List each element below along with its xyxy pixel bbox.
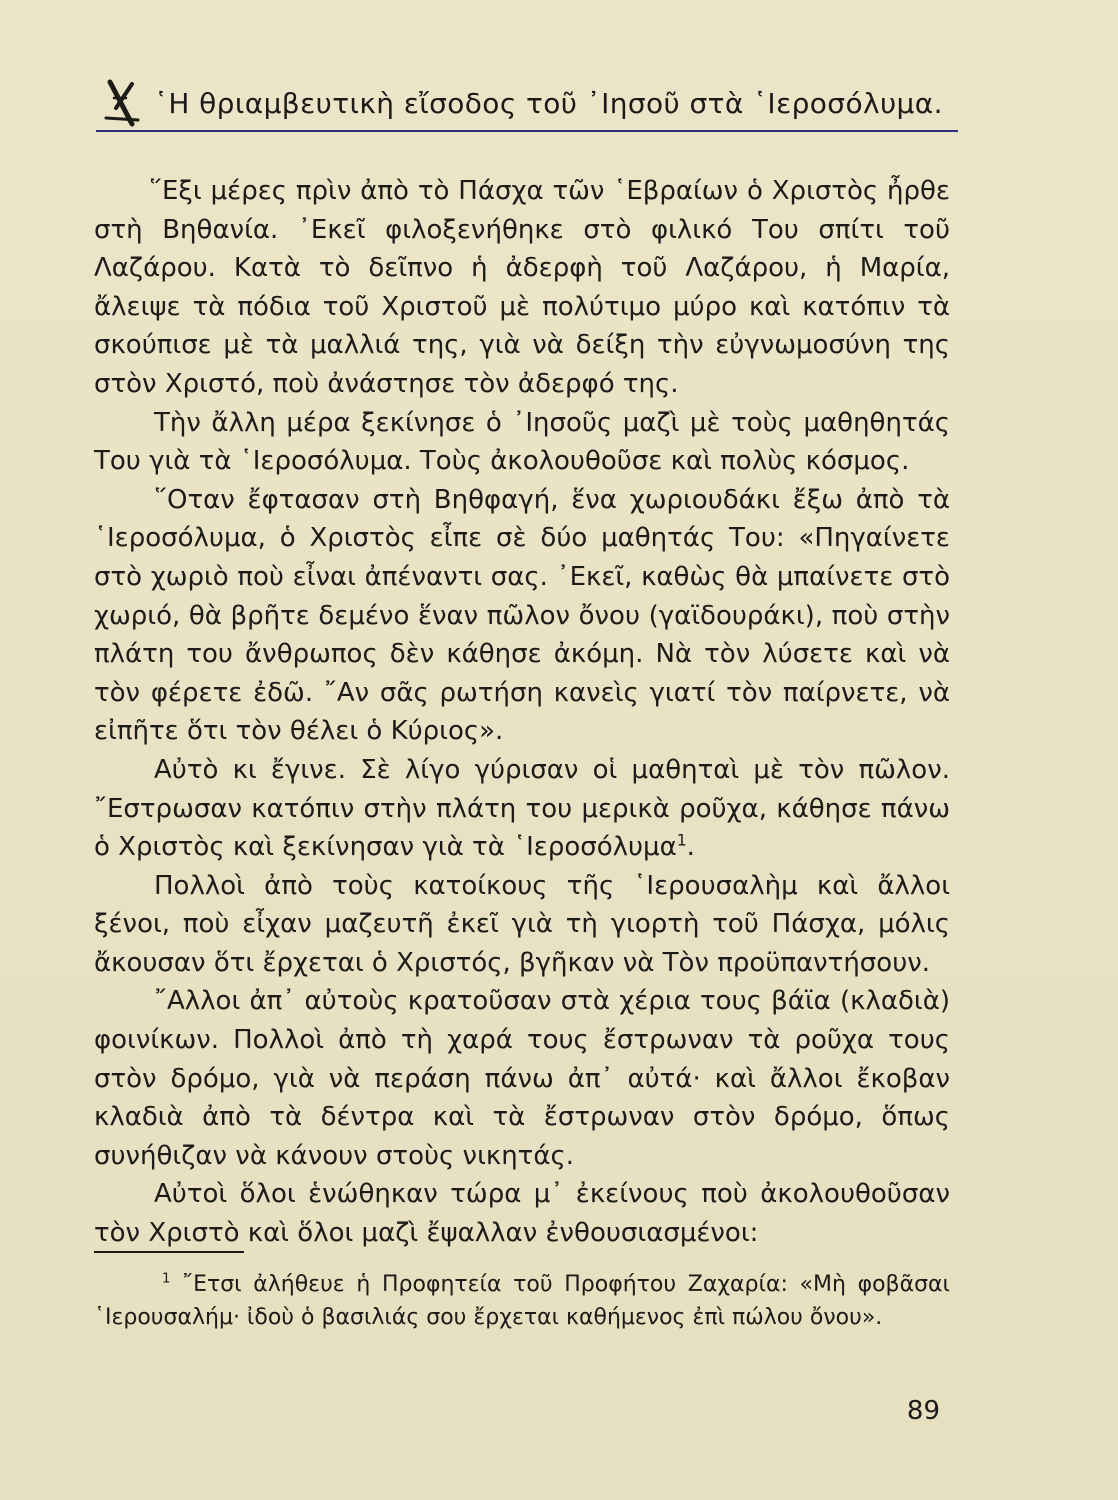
palm-branch-mark-icon (102, 78, 142, 128)
paragraph: ῎Αλλοι ἀπ᾽ αὐτοὺς κρατοῦσαν στὰ χέρια τους βάϊα (κλαδιὰ) φοινίκων. Πολλοὶ ἀπὸ τὴ χαρά τους ἔστρωναν τὰ ροῦχα τους στὸν δρόμο, γιὰ νὰ περάση πάνω ἀπ᾽ αὐτά· καὶ ἄλλοι ἔκοβαν κλαδιὰ ἀπὸ τὰ δέντρα καὶ τὰ ἔστρωναν στὸν δρόμο, ὅπως συνήθιζαν νὰ κάνουν στοὺς νικητάς. (94, 986, 950, 1171)
body-text (94, 172, 950, 1253)
chapter-header (96, 78, 958, 132)
paragraph-text: Αὐτὸ κι ἔγινε. Σὲ λίγο γύρισαν οἱ μαθηταὶ μὲ τὸν πῶλον. ῎Εστρωσαν κατόπιν στὴν πλάτη του μερικὰ ροῦχα, κάθησε πάνω ὁ Χριστὸς καὶ ξεκίνησαν γιὰ τὰ ῾Ιεροσόλυμα (94, 754, 950, 863)
paragraph: Αὐτοὶ ὅλοι ἑνώθηκαν τώρα μ᾽ ἐκείνους ποὺ ἀκολουθοῦσαν τὸν Χριστὸ καὶ ὅλοι μαζὶ ἔψαλλαν ἐνθουσιασμένοι: (94, 1179, 950, 1249)
footnote (94, 1268, 950, 1334)
footnote-reference[interactable]: 1 (676, 831, 687, 850)
paragraph: ῞Οταν ἔφτασαν στὴ Βηθφαγή, ἕνα χωριουδάκι ἔξω ἀπὸ τὰ ῾Ιεροσόλυμα, ὁ Χριστὸς εἶπε σὲ δύο μαθητάς Του: «Πηγαίνετε στὸ χωριὸ ποὺ εἶναι ἀπέναντι σας. ᾽Εκεῖ, καθὼς θὰ μπαίνετε στὸ χωριό, θὰ βρῆτε δεμένο ἕναν πῶλον ὄνου (γαϊδουράκι), ποὺ στὴν πλάτη του ἄνθρωπος δὲν κάθησε ἀκόμη. Νὰ τὸν λύσετε καὶ νὰ τὸν φέρετε ἐδῶ. ῎Αν σᾶς ρωτήση κανεὶς γιατί τὸν παίρνετε, νὰ εἰπῆτε ὅτι τὸν θέλει ὁ Κύριος». (94, 484, 950, 747)
paragraph: Τὴν ἄλλη μέρα ξεκίνησε ὁ ᾽Ιησοῦς μαζὶ μὲ τοὺς μαθηθητάς Του γιὰ τὰ ῾Ιεροσόλυμα. Τοὺς ἀκολουθοῦσε καὶ πολὺς κόσμος. (94, 407, 950, 477)
paragraph-with-footnote-ref: Αὐτὸ κι ἔγινε. Σὲ λίγο γύρισαν οἱ μαθηταὶ μὲ τὸν πῶλον. ῎Εστρωσαν κατόπιν στὴν πλάτη του μερικὰ ροῦχα, κάθησε πάνω ὁ Χριστὸς καὶ ξεκίνησαν γιὰ τὰ ῾Ιεροσόλυμα$^1$. (94, 754, 950, 863)
page-title: ῾Η θριαμβευτικὴ εἴσοδος τοῦ ᾽Ιησοῦ στὰ ῾Ιεροσόλυμα. (154, 87, 943, 120)
paragraph: Πολλοὶ ἀπὸ τοὺς κατοίκους τῆς ῾Ιερουσαλὴμ καὶ ἄλλοι ξένοι, ποὺ εἶχαν μαζευτῆ ἐκεῖ γιὰ τὴ γιορτὴ τοῦ Πάσχα, μόλις ἄκουσαν ὅτι ἔρχεται ὁ Χριστός, βγῆκαν νὰ Τὸν προϋπαντήσουν. (94, 870, 950, 978)
page-number: 89 (906, 1396, 940, 1426)
paragraph: ῞Εξι μέρες πρὶν ἀπὸ τὸ Πάσχα τῶν ῾Εβραίων ὁ Χριστὸς ἦρθε στὴ Βηθανία. ᾽Εκεῖ φιλοξενήθηκε στὸ φιλικό Του σπίτι τοῦ Λαζάρου. Κατὰ τὸ δεῖπνο ἡ ἀδερφὴ τοῦ Λαζάρου, ἡ Μαρία, ἄλειψε τὰ πόδια τοῦ Χριστοῦ μὲ πολύτιμο μύρο καὶ κατόπιν τὰ σκούπισε μὲ τὰ μαλλιά της, γιὰ νὰ δείξη τὴν εὐγνωμοσύνη της στὸν Χριστό, ποὺ ἀνάστησε τὸν ἀδερφό της. (94, 176, 950, 399)
footnote-marker: 1 (162, 1271, 171, 1287)
footnote-text: ῎Ετσι ἀλήθευε ἡ Προφητεία τοῦ Προφήτου Ζαχαρία: «Μὴ φοβᾶσαι ῾Ιερουσαλήμ· ἰδοὺ ὁ βασιλιάς σου ἔρχεται καθήμενος ἐπὶ πώλου ὄνου». (94, 1272, 950, 1330)
footnote-divider (94, 1251, 244, 1253)
